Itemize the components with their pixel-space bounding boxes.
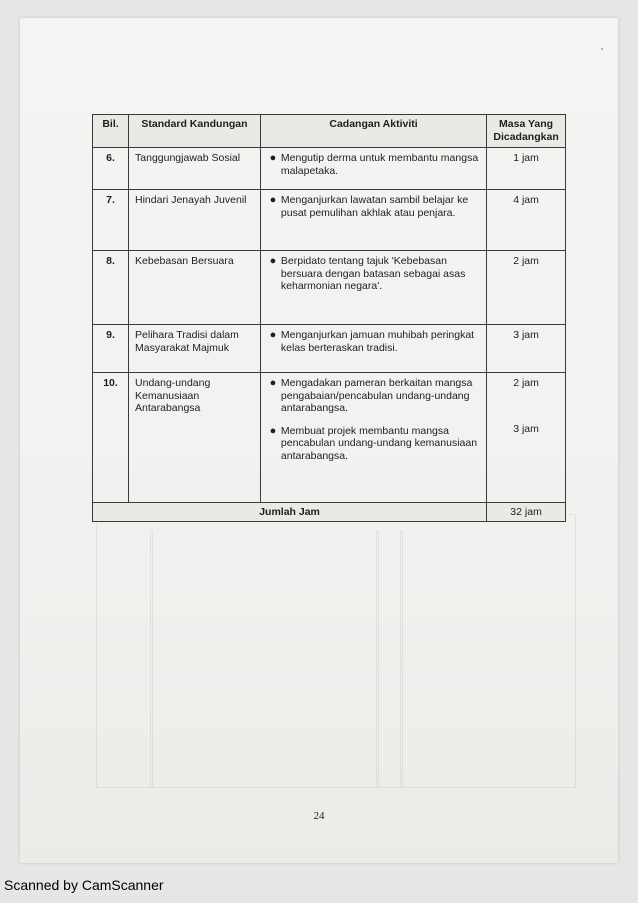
total-row <box>93 503 566 522</box>
hours-value: 3 jam <box>513 329 539 341</box>
hours-value: 1 jam <box>513 152 539 164</box>
activity-item: ● Mengadakan pameran berkaitan mangsa pengabaian/pencabulan undang-undang antarabangsa. <box>265 377 480 415</box>
bleed-through-table <box>96 514 576 788</box>
activity-cell <box>260 190 486 251</box>
bullet-icon: ● <box>269 377 277 389</box>
table-row <box>93 373 566 503</box>
header-bil: Bil. <box>93 115 129 148</box>
hours-cell <box>487 373 566 503</box>
activity-item: ● Membuat projek membantu mangsa pencabulan undang-undang kemanusiaan antarabangsa. <box>265 425 480 463</box>
standard-cell: Tanggungjawab Sosial <box>129 148 261 190</box>
bullet-icon: ● <box>269 152 277 164</box>
hours-value: 4 jam <box>513 194 539 206</box>
bleed-through-line <box>150 530 153 787</box>
hours-cell <box>487 148 566 190</box>
hours-value: 3 jam <box>513 423 539 435</box>
standard-cell: Undang-undang Kemanusiaan Antarabangsa <box>129 373 261 503</box>
standard-cell: Hindari Jenayah Juvenil <box>129 190 261 251</box>
bullet-icon: ● <box>269 255 277 267</box>
standard-cell: Pelihara Tradisi dalam Masyarakat Majmuk <box>129 325 261 373</box>
standard-cell: Kebebasan Bersuara <box>129 251 261 325</box>
total-label: Jumlah Jam <box>93 503 487 522</box>
header-masa: Masa Yang Dicadangkan <box>487 115 566 148</box>
bullet-icon: ● <box>269 424 277 437</box>
row-number: 7. <box>93 190 129 251</box>
row-number: 8. <box>93 251 129 325</box>
table-row <box>93 251 566 325</box>
bullet-icon: ● <box>269 194 277 206</box>
activity-cell <box>260 148 486 190</box>
activity-item: ● Mengutip derma untuk membantu mangsa malapetaka. <box>265 152 480 177</box>
scanner-watermark: Scanned by CamScanner <box>4 877 164 893</box>
hours-cell <box>487 325 566 373</box>
hours-value: 2 jam <box>513 255 539 267</box>
hours-cell <box>487 190 566 251</box>
table-row <box>93 325 566 373</box>
activity-item: ● Menganjurkan lawatan sambil belajar ke pusat pemulihan akhlak atau penjara. <box>265 194 480 219</box>
activity-cell <box>260 251 486 325</box>
activity-item: ● Menganjurkan jamuan muhibah peringkat kelas berteraskan tradisi. <box>265 329 480 354</box>
row-number: 9. <box>93 325 129 373</box>
header-standard: Standard Kandungan <box>129 115 261 148</box>
activity-item: ● Berpidato tentang tajuk 'Kebebasan bersuara dengan batasan sebagai asas keharmonian negara'. <box>265 255 480 293</box>
row-number: 10. <box>93 373 129 503</box>
bleed-through-line <box>376 530 379 787</box>
hours-cell <box>487 251 566 325</box>
total-value: 32 jam <box>487 503 566 522</box>
speck <box>601 48 603 50</box>
row-number: 6. <box>93 148 129 190</box>
hours-value: 2 jam <box>513 377 539 389</box>
activity-cell <box>260 373 486 503</box>
page-number: 24 <box>313 810 325 822</box>
table-row <box>93 190 566 251</box>
table-header-row <box>93 115 566 148</box>
bullet-icon: ● <box>269 329 277 341</box>
table-row <box>93 148 566 190</box>
activity-table <box>92 114 566 522</box>
header-aktiviti: Cadangan Aktiviti <box>260 115 486 148</box>
bleed-through-line <box>400 530 403 787</box>
activity-cell <box>260 325 486 373</box>
